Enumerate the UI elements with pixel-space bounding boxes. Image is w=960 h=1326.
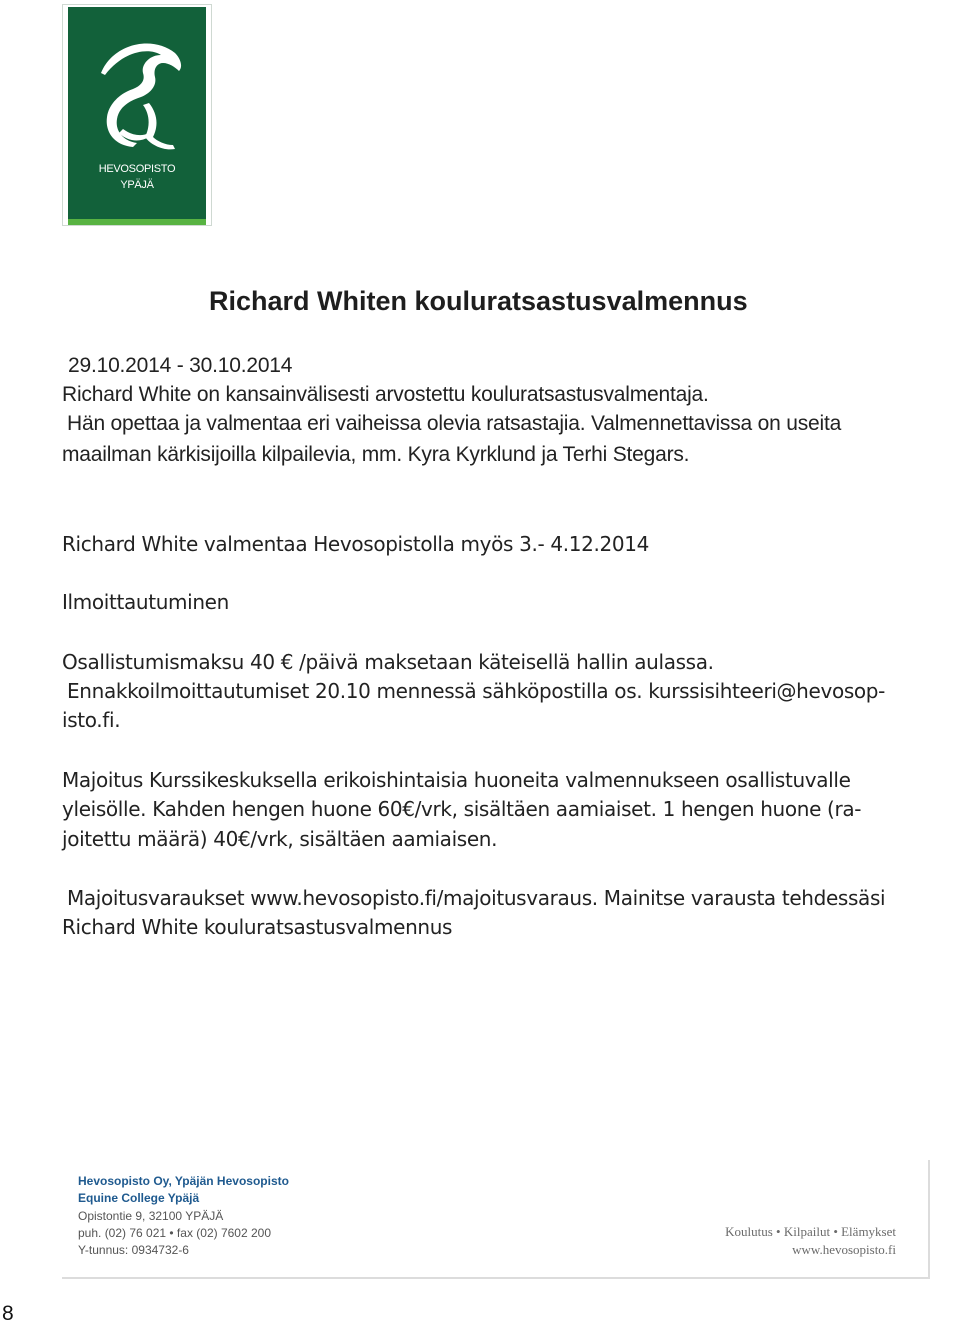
footer-phone: puh. (02) 76 021 • fax (02) 7602 200 bbox=[78, 1226, 272, 1240]
fee-text: Osallistumismaksu 40 € /päivä maksetaan käteisellä hallin aulassa. bbox=[62, 650, 714, 674]
event-date: 29.10.2014 - 30.10.2014 bbox=[68, 354, 293, 377]
footer-contact-box bbox=[62, 1160, 930, 1279]
intro-line-3: maailman kärkisijoilla kilpailevia, mm. Kyra Kyrklund ja Terhi Stegars. bbox=[62, 443, 690, 466]
advance-registration-line-2: isto.fi. bbox=[62, 708, 121, 732]
footer-tagline: Koulutus • Kilpailut • Elämykset bbox=[725, 1224, 896, 1239]
footer-business-id: Y-tunnus: 0934732-6 bbox=[78, 1243, 189, 1257]
advance-registration-line-1: Ennakkoilmoittautumiset 20.10 mennessä sähköpostilla os. kurssisihteeri@hevosop- bbox=[67, 679, 885, 703]
footer-website: www.hevosopisto.fi bbox=[792, 1242, 896, 1257]
logo-text-line2: YPÄJÄ bbox=[120, 179, 154, 191]
footer-address: Opistontie 9, 32100 YPÄJÄ bbox=[78, 1209, 224, 1223]
footer-company-name: Hevosopisto Oy, Ypäjän Hevosopisto bbox=[78, 1174, 289, 1188]
footer-college-name: Equine College Ypäjä bbox=[78, 1191, 200, 1205]
booking-line-2: Richard White kouluratsastusvalmennus bbox=[62, 915, 453, 939]
additional-dates: Richard White valmentaa Hevosopistolla myös 3.- 4.12.2014 bbox=[62, 532, 650, 556]
lodging-line-1: Majoitus Kurssikeskuksella erikoishintaisia huoneita valmennukseen osallistuvalle bbox=[62, 768, 851, 792]
intro-line-1: Richard White on kansainvälisesti arvostettu kouluratsastusvalmentaja. bbox=[62, 383, 709, 406]
page-title: Richard Whiten kouluratsastusvalmennus bbox=[209, 286, 748, 316]
logo-stripe bbox=[68, 219, 206, 225]
page-number: 8 bbox=[2, 1302, 14, 1325]
logo-text-line1: HEVOSOPISTO bbox=[98, 163, 176, 175]
booking-line-1: Majoitusvaraukset www.hevosopisto.fi/majoitusvaraus. Mainitse varausta tehdessäsi bbox=[67, 886, 886, 910]
lodging-line-2: yleisölle. Kahden hengen huone 60€/vrk, sisältäen aamiaiset. 1 hengen huone (ra- bbox=[62, 797, 862, 821]
hevosopisto-logo bbox=[62, 4, 212, 226]
intro-line-2: Hän opettaa ja valmentaa eri vaiheissa olevia ratsastajia. Valmennettavissa on useita bbox=[67, 412, 842, 435]
registration-heading: Ilmoittautuminen bbox=[62, 590, 229, 614]
lodging-line-3: joitettu määrä) 40€/vrk, sisältäen aamiaisen. bbox=[62, 827, 498, 851]
horse-emblem-icon bbox=[83, 33, 193, 153]
